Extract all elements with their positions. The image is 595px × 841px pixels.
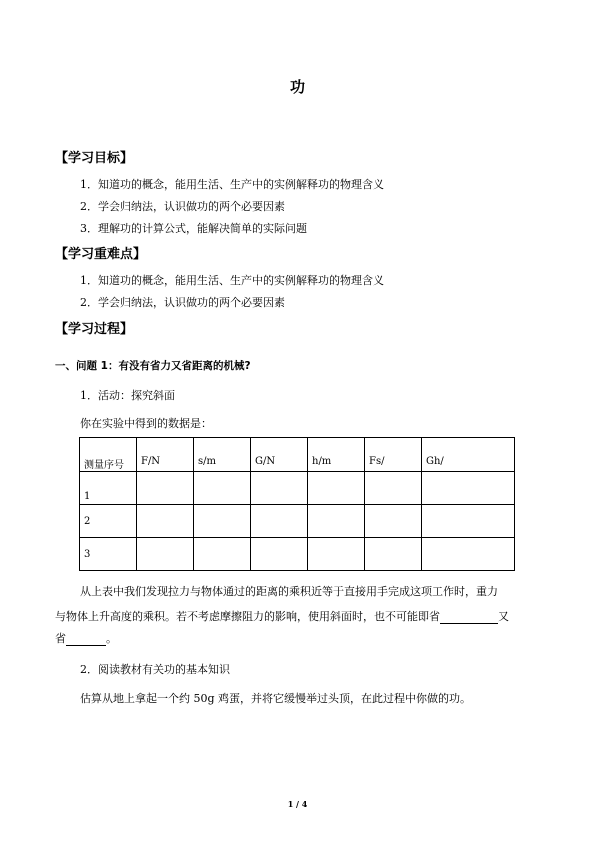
table-header-cell: G/N [251,438,308,472]
table-cell [251,472,308,505]
objective-item-3: 3．理解功的计算公式，能解决简单的实际问题 [80,222,307,235]
table-header-cell: s/m [194,438,251,472]
table-cell [137,538,194,571]
table-cell [365,505,422,538]
table-cell [365,538,422,571]
data-table [79,437,515,571]
table-cell [422,505,515,538]
conclusion-text: 与物体上升高度的乘积。若不考虑摩擦阻力的影响，使用斜面时，也不可能即省 [55,610,440,623]
keypoint-item-1: 1．知道功的概念，能用生活、生产中的实例解释功的物理含义 [80,274,384,287]
table-header-cell: 测量序号 [80,438,137,472]
table-cell [308,505,365,538]
table-row [80,538,515,571]
table-cell [251,538,308,571]
table-cell [137,505,194,538]
table-cell [251,505,308,538]
table-cell [194,472,251,505]
activity-2: 2．阅读教材有关功的基本知识 [80,663,230,676]
table-cell [308,538,365,571]
table-cell: 2 [80,505,137,538]
table-cell [422,472,515,505]
table-cell: 1 [80,472,137,505]
table-header-row [80,438,515,472]
table-cell [422,538,515,571]
table-cell [137,472,194,505]
table-header-cell: Fs/ [365,438,422,472]
table-row [80,472,515,505]
estimate-question: 估算从地上拿起一个约 50g 鸡蛋，并将它缓慢举过头顶，在此过程中你做的功。 [80,692,472,705]
objective-item-1: 1．知道功的概念，能用生活、生产中的实例解释功的物理含义 [80,178,384,191]
question-1: 一、问题 1：有没有省力又省距离的机械? [55,360,251,372]
conclusion-text: 省 [55,632,66,645]
table-cell [365,472,422,505]
page-title: 功 [289,78,305,96]
conclusion-text: 又 [498,610,509,623]
table-cell [308,472,365,505]
table-cell [194,538,251,571]
fill-blank-2[interactable] [66,632,106,646]
conclusion-line-2 [55,608,509,624]
conclusion-line-3 [55,630,117,646]
section-keypoints-heading: 【学习重难点】 [55,247,147,262]
objective-item-2: 2．学会归纳法，认识做功的两个必要因素 [80,200,285,213]
section-process-heading: 【学习过程】 [55,322,134,337]
table-header-cell: h/m [308,438,365,472]
fill-blank-1[interactable] [440,610,498,624]
conclusion-line-1: 从上表中我们发现拉力与物体通过的距离的乘积近等于直接用手完成这项工作时，重力 [80,585,498,598]
table-cell: 3 [80,538,137,571]
section-objectives-heading: 【学习目标】 [55,151,134,166]
table-row [80,505,515,538]
table-header-cell: F/N [137,438,194,472]
data-intro: 你在实验中得到的数据是： [80,417,212,430]
activity-1: 1．活动：探究斜面 [80,389,175,402]
table-header-cell: Gh/ [422,438,515,472]
page-number: 1 / 4 [287,799,308,809]
conclusion-text: 。 [106,632,117,645]
keypoint-item-2: 2．学会归纳法，认识做功的两个必要因素 [80,296,285,309]
table-cell [194,505,251,538]
